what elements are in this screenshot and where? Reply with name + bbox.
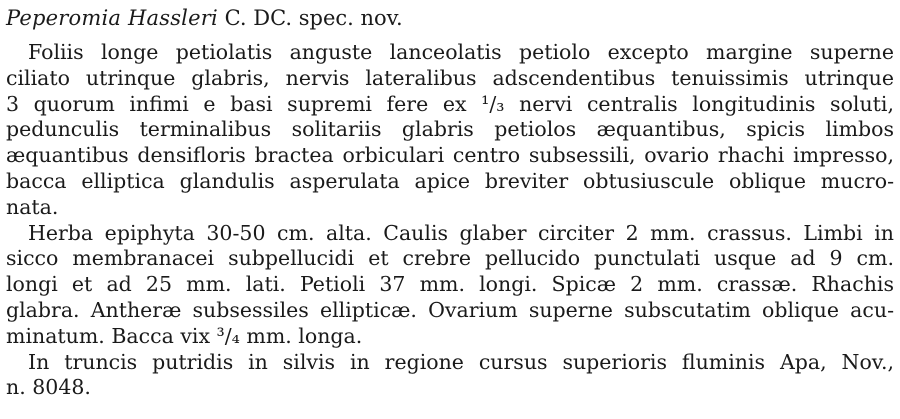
text-line: longi et ad 25 mm. lati. Petioli 37 mm. longi. Spicæ 2 mm. crassæ. Rhachis	[6, 272, 894, 297]
text-line: glabra. Antheræ subsessiles ellipticæ. Ovarium superne subscutatim oblique acu-	[6, 297, 894, 322]
text-line: nata.	[6, 194, 59, 219]
species-heading	[6, 4, 894, 32]
text-line: æquantibus densifloris bractea orbiculari centro subsessili, ovario rhachi impresso,	[6, 143, 894, 168]
diagnosis-paragraph	[6, 40, 894, 221]
text-line: n. 8048.	[6, 375, 91, 400]
text-line: Herba epiphyta 30-50 cm. alta. Caulis glaber circiter 2 mm. crassus. Limbi in	[28, 220, 894, 245]
locality-paragraph	[6, 350, 894, 402]
text-line: pedunculis terminalibus solitariis glabris petiolos æquantibus, spicis limbos	[6, 117, 894, 142]
text-line: minatum. Bacca vix ³/₄ mm. longa.	[6, 323, 363, 348]
species-name: Peperomia Hassleri	[6, 6, 218, 30]
text-line: 3 quorum infimi e basi supremi fere ex ¹/₃ nervi centralis longitudinis soluti,	[6, 91, 894, 116]
text-line: In truncis putridis in silvis in regione cursus superioris fluminis Apa, Nov.,	[28, 349, 894, 374]
text-line: ciliato utrinque glabris, nervis lateralibus adscendentibus tenuissimis utrinque	[6, 65, 894, 90]
text-line: sicco membranacei subpellucidi et crebre pellucido punctulati usque ad 9 cm.	[6, 246, 894, 271]
text-line: Foliis longe petiolatis anguste lanceolatis petiolo excepto margine superne	[28, 40, 894, 64]
description-paragraph	[6, 221, 894, 350]
species-authority: C. DC. spec. nov.	[217, 6, 403, 30]
document-page	[6, 4, 894, 401]
text-line: bacca elliptica glandulis asperulata apice breviter obtusiuscule oblique mucro-	[6, 168, 894, 193]
